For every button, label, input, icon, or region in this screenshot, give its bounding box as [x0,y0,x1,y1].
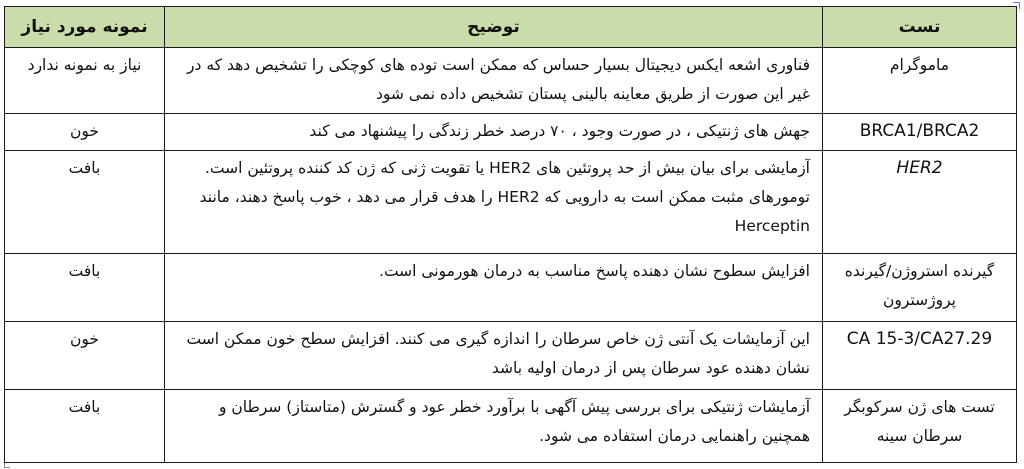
header-sample: نمونه مورد نیاز [5,7,165,48]
cell-description: آزمایشات ژنتیکی برای بررسی پیش آگهی با برآورد خطر عود و گسترش (متاستاز) سرطان و همچنین راهنمایی درمان استفاده می شود. [165,390,823,463]
cell-sample: بافت [5,151,165,254]
table-row [5,48,1017,114]
header-description: توضیح [165,7,823,48]
breast-cancer-tests-table [4,6,1017,463]
cell-test: BRCA1/BRCA2 [823,114,1017,151]
cell-sample: بافت [5,390,165,463]
cell-test: HER2 [823,151,1017,254]
cell-description: جهش های ژنتیکی ، در صورت وجود ، ۷۰ درصد خطر زندگی را پیشنهاد می کند [165,114,823,151]
cell-sample: نیاز به نمونه ندارد [5,48,165,114]
cell-test: گیرنده استروژن/گیرنده پروژسترون [823,254,1017,322]
cell-description[interactable]: فناوری اشعه ایکس دیجیتال بسیار حساس که ممکن است توده های کوچکی را تشخیص دهد که در غیر این صورت از طریق معاینه بالینی پستان تشخیص داده نمی شود [165,48,823,114]
table-row [5,114,1017,151]
cell-description: افزایش سطوح نشان دهنده پاسخ مناسب به درمان هورمونی است. [165,254,823,322]
cell-sample: خون [5,322,165,390]
table-row [5,322,1017,390]
cell-test: تست های ژن سرکوبگر سرطان سینه [823,390,1017,463]
header-row [5,7,1017,48]
table-frame [4,6,1016,462]
table-row [5,390,1017,463]
header-test: تست [823,7,1017,48]
cell-test: ماموگرام [823,48,1017,114]
cell-sample: خون [5,114,165,151]
cell-description: آزمایشی برای بیان بیش از حد پروتئین های HER2 یا تقویت ژنی که ژن کد کننده پروتئین است. تومورهای مثبت ممکن است به دارویی که HER2 را هدف قرار می دهد ، خوب پاسخ دهند، مانند Herceptin [165,151,823,254]
table-row [5,151,1017,254]
cell-description: این آزمایشات یک آنتی ژن خاص سرطان را اندازه گیری می کنند. افزایش سطح خون ممکن است نشان دهنده عود سرطان پس از درمان اولیه باشد [165,322,823,390]
cell-sample: بافت [5,254,165,322]
cell-test: CA 15-3/CA27.29 [823,322,1017,390]
table-row [5,254,1017,322]
